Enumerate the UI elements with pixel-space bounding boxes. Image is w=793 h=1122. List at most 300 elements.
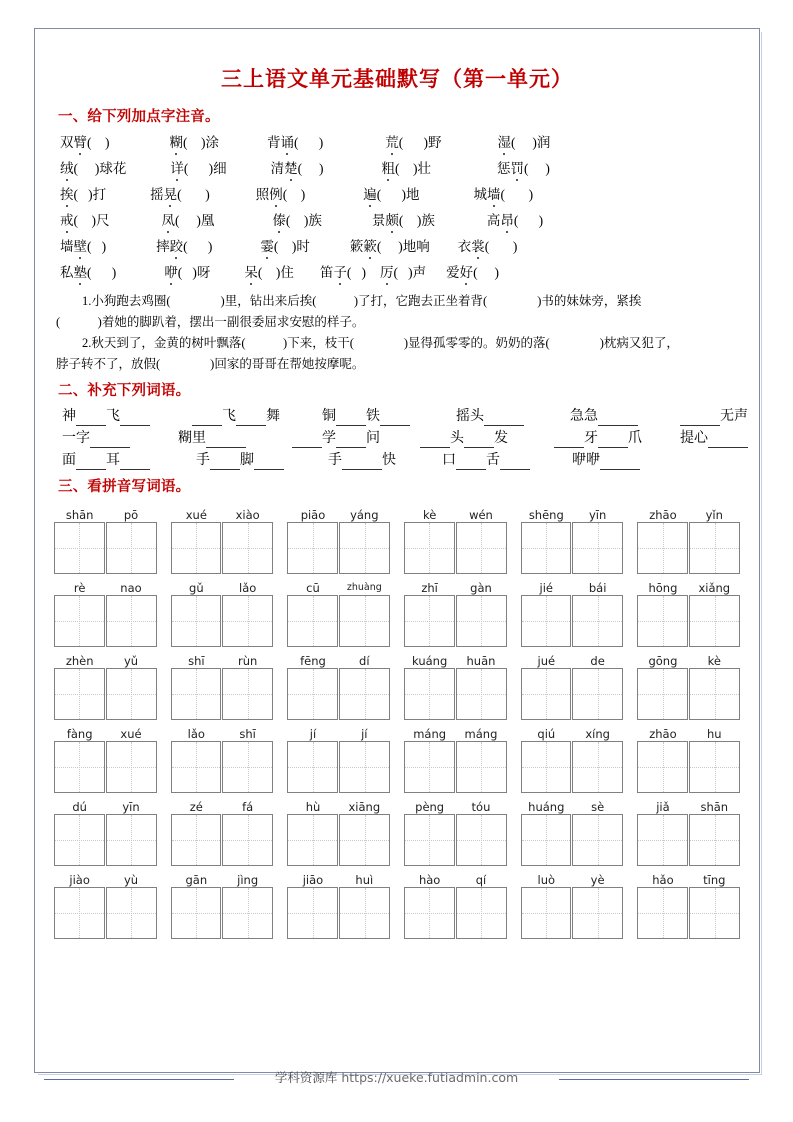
tianzige-box[interactable] <box>54 522 105 574</box>
blank-underline[interactable] <box>120 453 150 470</box>
dotted-char: 挨 <box>60 183 74 203</box>
tianzige-box[interactable] <box>689 595 740 647</box>
spacer <box>157 887 171 939</box>
spacer <box>157 595 171 647</box>
word-completion-item[interactable] <box>680 427 748 448</box>
zhuyin-item <box>271 157 324 177</box>
grid-box-row <box>54 595 740 647</box>
section-3-heading: 三、看拼音写词语。 <box>58 479 191 495</box>
word-completion-item[interactable] <box>62 449 150 470</box>
spacer <box>623 887 637 939</box>
tianzige-box[interactable] <box>572 522 623 574</box>
pinyin-syllable: xué <box>185 508 207 522</box>
blank-underline[interactable] <box>500 453 530 470</box>
blank-underline[interactable] <box>336 431 366 448</box>
word-completion-item[interactable] <box>192 405 280 426</box>
blank-underline[interactable] <box>292 431 322 448</box>
pinyin-syllable: kè <box>422 508 437 522</box>
spacer <box>623 814 637 866</box>
answer-blank-paren[interactable]: ( )住 <box>257 265 294 280</box>
pinyin-label-row <box>54 647 740 668</box>
pinyin-syllable: xiǎng <box>698 581 731 595</box>
tianzige-box[interactable] <box>171 741 222 793</box>
sentence-line: 2.秋天到了，金黄的树叶飘落( )下来，枝干( )显得孤零零的。奶奶的落( )枕病又犯了， <box>82 336 679 350</box>
zhuyin-prefix: 私 <box>60 265 74 280</box>
word-char: 口 <box>442 453 456 468</box>
tianzige-box[interactable] <box>456 741 507 793</box>
pinyin-syllable: gōng <box>648 654 678 668</box>
word-completion-item[interactable] <box>680 405 748 426</box>
answer-blank-paren[interactable]: ( )地响 <box>376 239 430 254</box>
tianzige-box[interactable] <box>689 522 740 574</box>
zhuyin-prefix: 清 <box>270 161 285 176</box>
pinyin-syllable: zhèn <box>65 654 94 668</box>
blank-underline[interactable] <box>254 453 284 470</box>
answer-blank-paren[interactable]: ( )润 <box>511 135 551 150</box>
answer-blank-paren[interactable]: ( )球花 <box>73 161 127 176</box>
footer-site-name: 学科资源库 <box>274 1070 338 1085</box>
pinyin-syllable: hōng <box>648 581 678 595</box>
zhuyin-item <box>170 131 220 151</box>
pinyin-syllable: yīn <box>122 800 140 814</box>
word-char: 舞 <box>266 409 280 424</box>
dotted-char: 罚 <box>511 157 525 177</box>
tianzige-box[interactable] <box>171 595 222 647</box>
tianzige-box[interactable] <box>222 522 273 574</box>
zhuyin-item <box>363 183 419 203</box>
tianzige-box[interactable] <box>521 595 572 647</box>
word-completion-item[interactable] <box>442 449 530 470</box>
tianzige-box[interactable] <box>222 668 273 720</box>
spacer <box>390 595 404 647</box>
page-title: 三上语文单元基础默写（第一单元） <box>221 67 573 91</box>
zhuyin-item <box>267 131 323 151</box>
tianzige-box[interactable] <box>339 668 390 720</box>
answer-blank-paren[interactable]: ( ) <box>500 187 534 202</box>
dotted-char: 呆 <box>244 261 258 281</box>
blank-underline[interactable] <box>76 409 106 426</box>
tianzige-box[interactable] <box>456 522 507 574</box>
spacer <box>507 814 521 866</box>
word-completion-item[interactable] <box>196 449 284 470</box>
pinyin-syllable: huān <box>466 654 496 668</box>
zhuyin-prefix: 簌 <box>349 239 364 254</box>
tianzige-box[interactable] <box>637 668 688 720</box>
spacer <box>157 522 171 574</box>
word-char: 一字 <box>62 431 90 446</box>
pinyin-syllable: yǔ <box>123 654 139 668</box>
zhuyin-item <box>498 131 551 151</box>
tianzige-box[interactable] <box>339 741 390 793</box>
word-completion-rows <box>54 405 748 471</box>
tianzige-box[interactable] <box>637 595 688 647</box>
tianzige-box[interactable] <box>222 741 273 793</box>
tianzige-box[interactable] <box>521 741 572 793</box>
answer-blank-paren[interactable]: ( ) <box>484 239 518 254</box>
pinyin-syllable: shān <box>700 800 729 814</box>
answer-blank-paren[interactable]: ( ) <box>87 265 117 280</box>
answer-blank-paren[interactable]: ( ) <box>524 161 550 176</box>
word-completion-item[interactable] <box>62 405 150 426</box>
dotted-char: 绒 <box>60 157 74 177</box>
word-completion-item[interactable] <box>178 427 246 448</box>
dotted-char: 昂 <box>500 209 514 229</box>
zhuyin-item <box>382 157 432 177</box>
zhuyin-row <box>54 209 740 235</box>
tianzige-box[interactable] <box>222 595 273 647</box>
blank-underline[interactable] <box>76 453 106 470</box>
word-completion-item[interactable] <box>420 427 508 448</box>
pinyin-syllable: shān <box>65 508 94 522</box>
pinyin-syllable: shī <box>239 727 256 741</box>
answer-blank-paren[interactable]: ( )时 <box>273 239 310 254</box>
answer-blank-paren[interactable]: ( ) <box>297 161 324 176</box>
tianzige-box[interactable] <box>637 741 688 793</box>
zhuyin-item <box>60 261 116 281</box>
answer-blank-paren[interactable]: ( )野 <box>398 135 442 150</box>
zhuyin-item <box>474 183 534 203</box>
footer <box>0 1068 793 1086</box>
answer-blank-paren[interactable]: ( )细 <box>183 161 227 176</box>
dotted-char: 诵 <box>281 131 295 151</box>
blank-underline[interactable] <box>90 431 130 448</box>
tianzige-box[interactable] <box>404 741 455 793</box>
tianzige-box[interactable] <box>287 668 338 720</box>
zhuyin-item <box>156 235 212 255</box>
blank-underline[interactable] <box>598 409 638 426</box>
zhuyin-item <box>372 209 435 229</box>
word-char: 爪 <box>628 431 642 446</box>
blank-underline[interactable] <box>456 453 486 470</box>
zhuyin-item <box>446 261 499 281</box>
pinyin-syllable: zhāo <box>649 727 677 741</box>
worksheet-sheet <box>40 33 754 1068</box>
pinyin-syllable: xíng <box>585 727 610 741</box>
word-char: 脚 <box>240 453 254 468</box>
spacer <box>623 522 637 574</box>
tianzige-box[interactable] <box>339 595 390 647</box>
zhuyin-prefix: 摔 <box>156 239 170 254</box>
pinyin-syllable: xiāng <box>348 800 381 814</box>
word-completion-item[interactable] <box>328 449 396 470</box>
tianzige-box[interactable] <box>171 887 222 939</box>
tianzige-box[interactable] <box>521 814 572 866</box>
answer-blank-paren[interactable]: ( )族 <box>398 213 435 228</box>
zhuyin-item <box>260 235 310 255</box>
zhuyin-item <box>380 261 426 281</box>
word-char: 神 <box>62 409 76 424</box>
answer-blank-paren[interactable]: ( )尺 <box>73 213 110 228</box>
tianzige-box[interactable] <box>637 522 688 574</box>
answer-blank-paren[interactable]: ( )壮 <box>395 161 431 176</box>
spacer <box>157 741 171 793</box>
tianzige-box[interactable] <box>404 887 455 939</box>
tianzige-box[interactable] <box>689 887 740 939</box>
tianzige-box[interactable] <box>456 595 507 647</box>
tianzige-box[interactable] <box>106 668 157 720</box>
word-completion-item[interactable] <box>62 427 130 448</box>
zhuyin-item <box>150 183 210 203</box>
tianzige-box[interactable] <box>106 522 157 574</box>
pinyin-syllable: sè <box>591 800 605 814</box>
tianzige-box[interactable] <box>572 668 623 720</box>
tianzige-box[interactable] <box>171 668 222 720</box>
pinyin-syllable: huáng <box>528 800 565 814</box>
tianzige-box[interactable] <box>54 814 105 866</box>
word-char: 急急 <box>570 409 598 424</box>
word-completion-item[interactable] <box>572 449 640 470</box>
tianzige-box[interactable] <box>521 522 572 574</box>
tianzige-box[interactable] <box>572 741 623 793</box>
tianzige-box[interactable] <box>689 741 740 793</box>
zhuyin-prefix: 双 <box>60 135 74 150</box>
word-completion-item[interactable] <box>292 427 380 448</box>
word-completion-item[interactable] <box>456 405 524 426</box>
word-char: 问 <box>366 431 380 446</box>
pinyin-syllable: jìng <box>237 873 259 887</box>
blank-underline[interactable] <box>120 409 150 426</box>
zhuyin-item <box>60 131 110 151</box>
section-2-heading: 二、补充下列词语。 <box>58 383 191 399</box>
zhuyin-item <box>60 235 106 255</box>
pinyin-syllable: lǎo <box>239 581 257 595</box>
dotted-char: 墙 <box>487 183 501 203</box>
answer-blank-paren[interactable]: ( )地 <box>376 187 420 202</box>
answer-blank-paren[interactable]: ( ) <box>87 239 107 254</box>
tianzige-box[interactable] <box>54 741 105 793</box>
grid-box-row <box>54 522 740 574</box>
pinyin-syllable: hu <box>706 727 722 741</box>
pinyin-syllable: dú <box>72 800 87 814</box>
tianzige-box[interactable] <box>339 522 390 574</box>
word-completion-item[interactable] <box>322 405 410 426</box>
zhuyin-item <box>60 209 110 229</box>
tianzige-box[interactable] <box>106 814 157 866</box>
pinyin-syllable: zé <box>189 800 203 814</box>
tianzige-box[interactable] <box>456 814 507 866</box>
pinyin-syllable: piāo <box>300 508 326 522</box>
word-char: 手 <box>328 453 342 468</box>
pinyin-syllable: fá <box>242 800 254 814</box>
spacer <box>623 668 637 720</box>
tianzige-box[interactable] <box>572 595 623 647</box>
pinyin-label-row <box>54 866 740 887</box>
answer-blank-paren[interactable]: ( ) <box>183 239 213 254</box>
answer-blank-paren[interactable]: ( )呀 <box>177 265 211 280</box>
blank-underline[interactable] <box>420 431 450 448</box>
blank-underline[interactable] <box>680 409 720 426</box>
zhuyin-row <box>54 235 740 261</box>
zhuyin-row <box>54 131 740 157</box>
blank-underline[interactable] <box>554 431 584 448</box>
tianzige-box[interactable] <box>339 814 390 866</box>
zhuyin-item <box>497 157 550 177</box>
dotted-char: 厉 <box>380 261 394 281</box>
dotted-char: 子 <box>333 261 347 281</box>
pinyin-syllable: jié <box>539 581 554 595</box>
answer-blank-paren[interactable]: ( ) <box>87 135 110 150</box>
pinyin-syllable: hù <box>305 800 321 814</box>
answer-blank-paren[interactable]: ( )声 <box>393 265 427 280</box>
answer-blank-paren[interactable]: ( ) <box>346 265 366 280</box>
pinyin-syllable: qí <box>475 873 487 887</box>
blank-underline[interactable] <box>484 409 524 426</box>
dotted-char: 楚 <box>284 157 298 177</box>
pinyin-syllable: fēng <box>300 654 326 668</box>
pinyin-label-row <box>54 501 740 522</box>
pinyin-syllable: jiāo <box>302 873 324 887</box>
answer-blank-paren[interactable]: ( ) <box>513 213 544 228</box>
zhuyin-prefix: 照 <box>255 187 270 202</box>
spacer <box>507 887 521 939</box>
blank-underline[interactable] <box>236 409 266 426</box>
pinyin-syllable: cū <box>306 581 320 595</box>
pinyin-syllable: wén <box>469 508 493 522</box>
word-char: 快 <box>382 453 396 468</box>
zhuyin-row <box>54 261 740 287</box>
zhuyin-item <box>164 261 210 281</box>
tianzige-box[interactable] <box>106 595 157 647</box>
zhuyin-item <box>162 209 215 229</box>
blank-underline[interactable] <box>464 431 494 448</box>
word-completion-item[interactable] <box>554 427 642 448</box>
tianzige-box[interactable] <box>339 887 390 939</box>
spacer <box>157 814 171 866</box>
footer-url: https://xueke.futiadmin.com <box>341 1070 519 1085</box>
spacer <box>273 668 287 720</box>
pinyin-syllable: bái <box>588 581 607 595</box>
blank-underline[interactable] <box>206 431 246 448</box>
tianzige-box[interactable] <box>689 814 740 866</box>
word-char: 飞 <box>106 409 120 424</box>
zhuyin-prefix: 城 <box>473 187 487 202</box>
dotted-char: 簌 <box>363 235 377 255</box>
tianzige-box[interactable] <box>456 668 507 720</box>
tianzige-box[interactable] <box>287 887 338 939</box>
tianzige-box[interactable] <box>404 595 455 647</box>
blank-underline[interactable] <box>210 453 240 470</box>
word-completion-item[interactable] <box>570 405 638 426</box>
dotted-char: 跤 <box>170 235 184 255</box>
answer-blank-paren[interactable]: ( ) <box>294 135 324 150</box>
word-char: 摇头 <box>456 409 484 424</box>
spacer <box>390 741 404 793</box>
blank-underline[interactable] <box>600 453 640 470</box>
pinyin-syllable: rùn <box>237 654 258 668</box>
tianzige-box[interactable] <box>287 522 338 574</box>
dotted-char: 详 <box>170 157 184 177</box>
spacer <box>390 814 404 866</box>
blank-underline[interactable] <box>336 409 366 426</box>
tianzige-box[interactable] <box>287 741 338 793</box>
tianzige-box[interactable] <box>456 887 507 939</box>
spacer <box>390 887 404 939</box>
spacer <box>507 522 521 574</box>
tianzige-box[interactable] <box>54 887 105 939</box>
answer-blank-paren[interactable]: ( ) <box>473 265 499 280</box>
answer-blank-paren[interactable]: ( ) <box>177 187 210 202</box>
spacer <box>507 668 521 720</box>
word-char: 头 <box>450 431 464 446</box>
tianzige-box[interactable] <box>106 741 157 793</box>
spacer <box>157 668 171 720</box>
word-char: 铁 <box>366 409 380 424</box>
tianzige-box[interactable] <box>572 814 623 866</box>
tianzige-box[interactable] <box>572 887 623 939</box>
tianzige-box[interactable] <box>54 668 105 720</box>
tianzige-box[interactable] <box>521 668 572 720</box>
dotted-char: 荒 <box>385 131 399 151</box>
dotted-char: 裳 <box>471 235 485 255</box>
tianzige-box[interactable] <box>171 814 222 866</box>
pinyin-syllable: shēng <box>528 508 564 522</box>
pinyin-syllable: yù <box>123 873 139 887</box>
blank-underline[interactable] <box>192 409 222 426</box>
answer-blank-paren[interactable]: ( )凰 <box>175 213 215 228</box>
tianzige-box[interactable] <box>287 595 338 647</box>
tianzige-box[interactable] <box>222 887 273 939</box>
tianzige-box[interactable] <box>404 522 455 574</box>
answer-blank-paren[interactable]: ( )族 <box>285 213 322 228</box>
blank-underline[interactable] <box>342 453 382 470</box>
tianzige-box[interactable] <box>222 814 273 866</box>
tianzige-box[interactable] <box>521 887 572 939</box>
grid-box-row <box>54 668 740 720</box>
zhuyin-item <box>272 209 322 229</box>
spacer <box>390 522 404 574</box>
tianzige-box[interactable] <box>54 595 105 647</box>
grid-box-row <box>54 887 740 939</box>
tianzige-box[interactable] <box>637 814 688 866</box>
answer-blank-paren[interactable]: ( ) <box>282 187 306 202</box>
pinyin-syllable: qiú <box>537 727 556 741</box>
tianzige-box[interactable] <box>404 814 455 866</box>
pinyin-syllable: tīng <box>703 873 726 887</box>
pinyin-row-group <box>54 720 740 793</box>
pinyin-syllable: máng <box>413 727 447 741</box>
zhuyin-prefix: 惩 <box>497 161 511 176</box>
blank-underline[interactable] <box>708 431 748 448</box>
tianzige-box[interactable] <box>287 814 338 866</box>
word-char: 飞 <box>222 409 236 424</box>
dotted-char: 例 <box>269 183 283 203</box>
tianzige-box[interactable] <box>689 668 740 720</box>
blank-underline[interactable] <box>380 409 410 426</box>
spacer <box>273 522 287 574</box>
answer-blank-paren[interactable]: ( )打 <box>73 187 107 202</box>
pinyin-syllable: jí <box>361 727 368 741</box>
tianzige-box[interactable] <box>637 887 688 939</box>
answer-blank-paren[interactable]: ( )涂 <box>183 135 219 150</box>
tianzige-box[interactable] <box>404 668 455 720</box>
dotted-char: 戒 <box>60 209 74 229</box>
pinyin-syllable: máng <box>464 727 498 741</box>
blank-underline[interactable] <box>598 431 628 448</box>
pinyin-syllable: dí <box>359 654 370 668</box>
word-char: 耳 <box>106 453 120 468</box>
pinyin-syllable: jiào <box>69 873 90 887</box>
word-char: 牙 <box>584 431 598 446</box>
pinyin-row-group <box>54 501 740 574</box>
section-1-heading: 一、给下列加点字注音。 <box>58 109 220 125</box>
dotted-char: 颇 <box>385 209 399 229</box>
pinyin-syllable: shī <box>188 654 205 668</box>
tianzige-box[interactable] <box>171 522 222 574</box>
zhuyin-rows <box>54 131 740 287</box>
dotted-char: 臂 <box>74 131 88 151</box>
pinyin-syllable: gǔ <box>189 581 204 595</box>
tianzige-box[interactable] <box>106 887 157 939</box>
